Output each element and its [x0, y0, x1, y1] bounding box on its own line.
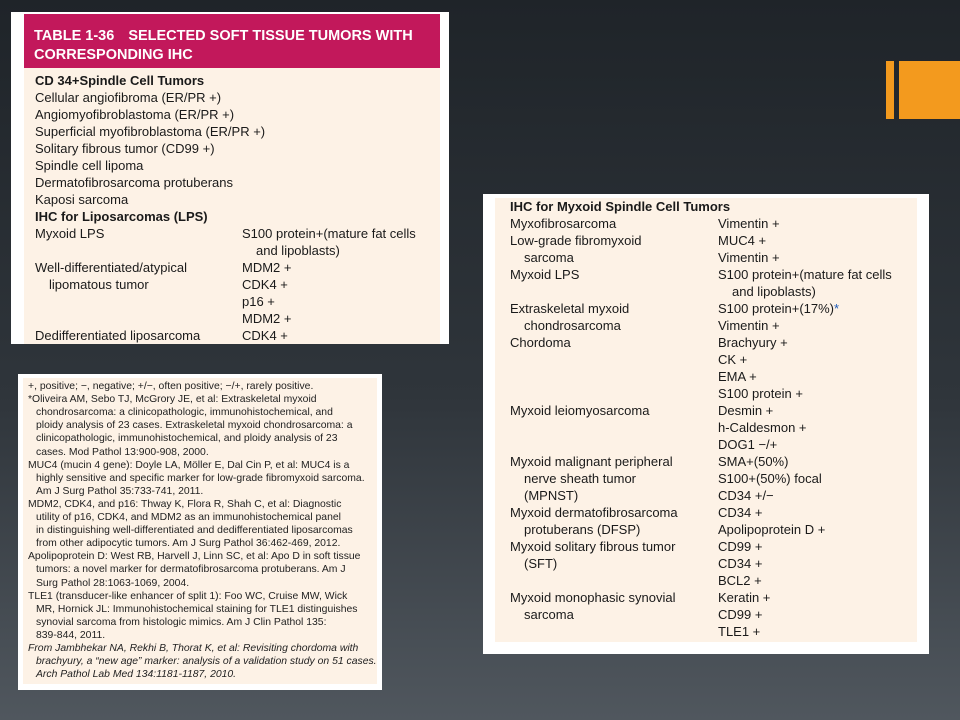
- list-item: Dermatofibrosarcoma protuberans: [35, 175, 233, 190]
- tumor-name: Low-grade fibromyxoid: [510, 233, 642, 248]
- reference-line: tumors: a novel marker for dermatofibrosarcoma protuberans. Am J: [36, 564, 346, 576]
- marker-text: S100 protein+(17%): [718, 301, 834, 316]
- marker-text: EMA +: [718, 369, 757, 384]
- reference-line: Apolipoprotein D: West RB, Harvell J, Linn SC, et al: Apo D in soft tissue: [28, 551, 361, 563]
- marker: [718, 623, 760, 640]
- tumor-name: Chordoma: [510, 335, 571, 350]
- marker-text: S100 protein+(mature fat cells: [718, 267, 892, 282]
- marker: [718, 385, 803, 402]
- marker-text: h-Caldesmon +: [718, 420, 807, 435]
- tumor-name: Myxoid monophasic synovial: [510, 590, 676, 605]
- marker-text: CD34 +: [718, 505, 763, 520]
- table-number: TABLE 1-36: [34, 28, 115, 44]
- marker: [718, 606, 762, 623]
- tumor-name-cont: lipomatous tumor: [49, 277, 149, 292]
- reference-line: chondrosarcoma: a clinicopathologic, immunohistochemical, and: [36, 407, 333, 419]
- tumor-name: Myxoid leiomyosarcoma: [510, 403, 650, 418]
- reference-line: utility of p16, CDK4, and MDM2 as an immunohistochemical panel: [36, 512, 341, 523]
- marker: [718, 334, 788, 351]
- marker-text: MUC4 +: [718, 233, 767, 248]
- tumor-name: sarcoma: [524, 250, 574, 265]
- marker: MDM2 +: [242, 311, 292, 326]
- list-item: Cellular angiofibroma (ER/PR +): [35, 90, 222, 105]
- marker-text: SMA+(50%): [718, 454, 789, 469]
- list-item: Spindle cell lipoma: [35, 158, 144, 173]
- marker-text: Apolipoprotein D +: [718, 522, 826, 537]
- marker: [718, 555, 762, 572]
- reference-line: from other adipocytic tumors. Am J Surg Pathol 36:462-469, 2012.: [36, 538, 341, 550]
- references-image: [18, 374, 382, 690]
- marker: [718, 487, 774, 504]
- reference-line: Arch Pathol Lab Med 134:1181-1187, 2010.: [36, 669, 237, 681]
- marker-text: Vimentin +: [718, 250, 780, 265]
- marker: [718, 453, 788, 470]
- tumor-name: Myxoid malignant peripheral: [510, 454, 673, 469]
- tumor-name: Myxoid solitary fibrous tumor: [510, 539, 676, 554]
- reference-line: clinicopathologic, immunohistochemical, and ploidy analysis of 23: [36, 433, 338, 445]
- marker-text: S100 protein +: [718, 386, 803, 401]
- list-item: Angiomyofibroblastoma (ER/PR +): [35, 107, 235, 122]
- table-left-image: [11, 12, 449, 344]
- marker-text: Brachyury +: [718, 335, 788, 350]
- marker-text: CD34 +/−: [718, 488, 774, 503]
- marker: [718, 470, 822, 487]
- marker-text: Desmin +: [718, 403, 774, 418]
- reference-line: MUC4 (mucin 4 gene): Doyle LA, Möller E, Dal Cin P, et al: MUC4 is a: [28, 459, 350, 471]
- marker: and lipoblasts): [256, 243, 340, 258]
- table-heading: IHC for Myxoid Spindle Cell Tumors: [510, 199, 731, 214]
- marker-text: CD34 +: [718, 556, 763, 571]
- table-title-line1: SELECTED SOFT TISSUE TUMORS WITH: [128, 28, 413, 44]
- marker-text: Vimentin +: [718, 216, 780, 231]
- marker: [718, 351, 747, 368]
- marker: [718, 368, 757, 385]
- marker: [718, 538, 762, 555]
- tumor-name: chondrosarcoma: [524, 318, 621, 333]
- table-title-line2: CORRESPONDING IHC: [34, 47, 193, 63]
- marker: [718, 504, 762, 521]
- marker: [718, 436, 777, 453]
- marker: MDM2 +: [242, 260, 292, 275]
- reference-line: MR, Hornick JL: Immunohistochemical staining for TLE1 distinguishes: [36, 603, 358, 615]
- marker: [718, 419, 807, 436]
- marker: [732, 283, 816, 300]
- tumor-name: Myxoid dermatofibrosarcoma: [510, 505, 678, 520]
- marker: [718, 572, 762, 589]
- accent-bar-thin: [886, 61, 894, 119]
- marker-text: Vimentin +: [718, 318, 780, 333]
- marker: [718, 249, 780, 266]
- reference-line: TLE1 (transducer-like enhancer of split 1): Foo WC, Cruise MW, Wick: [28, 590, 348, 602]
- reference-line: From Jambhekar NA, Rekhi B, Thorat K, et al: Revisiting chordoma with: [28, 643, 359, 654]
- marker: [718, 232, 766, 249]
- reference-line: *Oliveira AM, Sebo TJ, McGrory JE, et al: Extraskeletal myxoid: [28, 394, 317, 406]
- tumor-name: Myxofibrosarcoma: [510, 216, 617, 231]
- marker: [718, 317, 780, 334]
- footnote-marker: *: [834, 301, 840, 316]
- marker-text: DOG1 −/+: [718, 437, 778, 452]
- tumor-name: Myxoid LPS: [35, 226, 105, 241]
- tumor-name: protuberans (DFSP): [524, 522, 641, 537]
- table-right-image: [483, 194, 929, 654]
- marker: [718, 266, 892, 283]
- reference-line: ploidy analysis of 23 cases. Extraskeletal myxoid chondrosarcoma: a: [36, 420, 353, 432]
- marker: [718, 521, 825, 538]
- marker: S100 protein+(mature fat cells: [242, 226, 416, 241]
- marker: p16 +: [242, 294, 275, 309]
- marker-text: BCL2 +: [718, 573, 762, 588]
- accent-bar-block: [899, 61, 960, 119]
- marker-text: and lipoblasts): [732, 284, 816, 299]
- marker: [718, 402, 773, 419]
- marker-text: TLE1 +: [718, 624, 761, 639]
- tumor-name: (MPNST): [524, 488, 579, 503]
- reference-line: highly sensitive and specific marker for low-grade fibromyxoid sarcoma.: [36, 472, 365, 484]
- marker: CDK4 +: [242, 328, 288, 343]
- reference-line: brachyury, a “new age” marker: analysis of a validation study on 51 cases.: [36, 656, 377, 668]
- marker-text: CD99 +: [718, 607, 763, 622]
- list-item: Superficial myofibroblastoma (ER/PR +): [35, 124, 266, 139]
- marker: [718, 589, 770, 606]
- marker-text: S100+(50%) focal: [718, 471, 822, 486]
- reference-line: in distinguishing well-differentiated and dedifferentiated liposarcomas: [36, 525, 353, 537]
- tumor-name: (SFT): [524, 556, 558, 571]
- marker-text: Keratin +: [718, 590, 771, 605]
- marker: CDK4 +: [242, 277, 288, 292]
- section-heading: IHC for Liposarcomas (LPS): [35, 209, 208, 224]
- marker-text: CK +: [718, 352, 748, 367]
- reference-line: 839-844, 2011.: [36, 629, 106, 641]
- reference-line: Am J Surg Pathol 35:733-741, 2011.: [36, 485, 204, 497]
- marker: [718, 215, 780, 232]
- reference-line: +, positive; −, negative; +/−, often positive; −/+, rarely positive.: [28, 381, 314, 392]
- list-item: Kaposi sarcoma: [35, 192, 129, 207]
- reference-line: Surg Pathol 28:1063-1069, 2004.: [36, 577, 190, 589]
- reference-line: MDM2, CDK4, and p16: Thway K, Flora R, Shah C, et al: Diagnostic: [28, 498, 342, 510]
- tumor-name: Myxoid LPS: [510, 267, 580, 282]
- tumor-name: nerve sheath tumor: [524, 471, 637, 486]
- tumor-name: sarcoma: [524, 607, 574, 622]
- list-item: Solitary fibrous tumor (CD99 +): [35, 141, 215, 156]
- table-header: [24, 14, 440, 68]
- reference-line: synovial sarcoma from histologic mimics. Am J Clin Pathol 135:: [36, 616, 327, 628]
- tumor-name: Well-differentiated/atypical: [35, 260, 187, 275]
- tumor-name: Extraskeletal myxoid: [510, 301, 630, 316]
- reference-line: cases. Mod Pathol 13:900-908, 2000.: [36, 446, 209, 458]
- section-heading: CD 34+Spindle Cell Tumors: [35, 73, 205, 88]
- tumor-name: Dedifferentiated liposarcoma: [35, 328, 201, 343]
- marker: [718, 300, 839, 317]
- marker-text: CD99 +: [718, 539, 763, 554]
